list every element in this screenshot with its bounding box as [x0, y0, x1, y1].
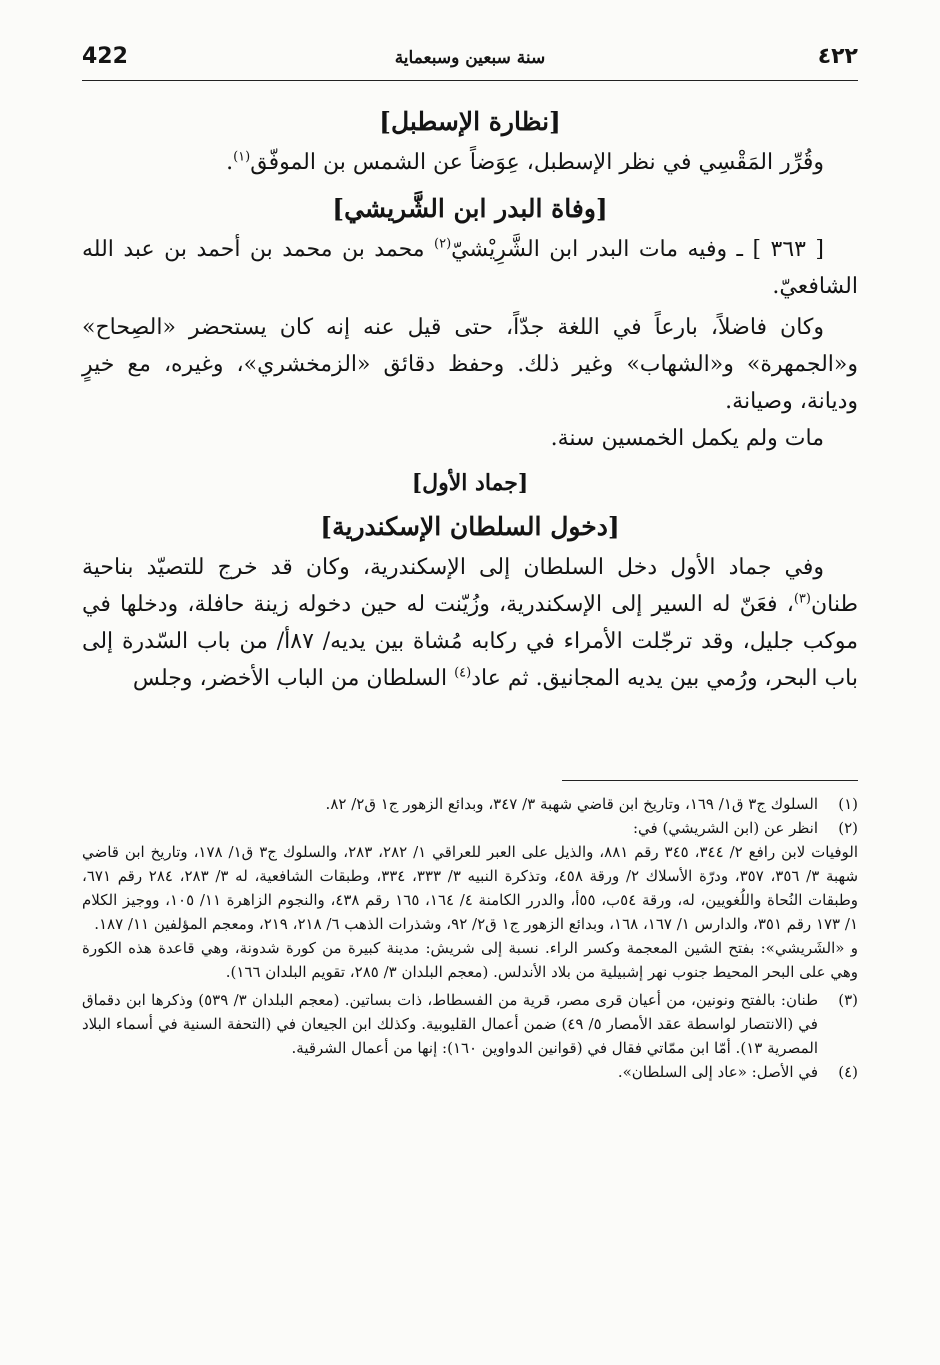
- paragraph-text: وفي جماد الأول دخل السلطان إلى الإسكندرية، وكان قد خرج للتصيّد بناحية طنان: [82, 555, 858, 617]
- footnote-number: (٤): [838, 1063, 858, 1081]
- footnote: [82, 792, 858, 816]
- main-text: [82, 100, 858, 697]
- footnote-continuation: و «الشَريشي»: بفتح الشين المعجمة وكسر الراء. نسبة إلى شريش: مدينة كبيرة من كورة شدونة، وهي قاعدة هذه الكورة وهي على البحر المحيط جنوب نهر إشبيلية من بلاد الأندلس. (معجم البلدان ٣/ ٢٨٥، تقويم البلدان ١٦٦).: [82, 939, 858, 981]
- footnote-ref: (٤): [454, 665, 472, 681]
- footnote-text: انظر عن (ابن الشريشي) في:: [632, 819, 818, 837]
- footnote-number: (٣): [838, 991, 858, 1009]
- footnote-text: طنان: بالفتح ونونين، من أعيان قرى مصر، قرية من الفسطاط، ذات بساتين. (معجم البلدان ٣/ ٥٣٩) وذكرها ابن دقماق في (الانتصار لواسطة عقد الأمصار ٥/ ٤٩) ضمن أعمال القليوبية. وكذلك ابن الجيعان في (التحفة السنية في أسماء البلاد المصرية ١٣). أمّا ابن ممّاتي فقال في (قوانين الدواوين ١٦٠): إنها من أعمال الشرقية.: [82, 991, 819, 1057]
- footnote-continuation: الوفيات لابن رافع ٢/ ٣٤٤، ٣٤٥ رقم ٨٨١، والذيل على العبر للعراقي ١/ ٢٨٢، ٢٨٣، والسلوك ج٣ ق١/ ١٧٨، وتاريخ ابن قاضي شهبة ٣/ ٣٥٦، ٣٥٧، ودرّة الأسلاك ٢/ ورقة ٤٥٨، وتذكرة النبيه ٣/ ٣٣٣، ٣٣٤، وطبقات الشافعية، له ٣/ ٢٨٣، ٢٨٤ رقم ٦٧١، وطبقات النُحاة واللُغويين، له، ورقة ٥٤ب، ٥٥أ، والدرر الكامنة ٤/ ١٦٤، ١٦٥ رقم ٤٣٨، والنجوم الزاهرة ١١/ ١٠٥، ووجيز الكلام ١/ ١٧٣ رقم ٣٥١، والدارس ١/ ١٦٧، ١٦٨، وبدائع الزهور ج١ ق٢/ ٩٢، وشذرات الذهب ٦/ ٢١٨، ٢١٩، ومعجم المؤلفين ١١/ ١٨٧.: [82, 843, 859, 933]
- footnote-rule: [562, 780, 858, 781]
- paragraph-alexandria: [82, 549, 858, 697]
- paragraph-scholar: وكان فاضلاً، بارعاً في اللغة جدّاً، حتى قيل عنه إنه كان يستحضر «الصِحاح» و«الجمهرة» و«الشهاب» وغير ذلك. وحفظ دقائق «الزمخشري»، وغيره، مع خيرٍ وديانة، وصيانة.: [82, 315, 858, 414]
- footnote-number: (١): [838, 795, 858, 813]
- paragraph-text: [ ٣٦٣ ] ـ وفيه مات البدر ابن الشَّرِيْشيّ: [451, 237, 825, 262]
- footnote: [82, 1060, 858, 1084]
- running-title: سنة سبعين وسبعماية: [394, 48, 546, 68]
- page-header: [82, 44, 858, 84]
- page-number-latin: 422: [82, 44, 128, 69]
- paragraph-text: ، فعَنّ له السير إلى الإسكندرية، وزُيّنت له حين دخوله زينة حافلة، ودخلها في موكب جليل، وقد ترجّلت الأمراء في ركابه مُشاة بين يديه/ ٨٧أ/ من باب السّدرة إلى باب البحر، ورُمي بين يديه المجانيق. ثم عاد: [82, 592, 858, 691]
- month-heading: [جماد الأول]: [411, 470, 529, 496]
- paragraph-text: وقُرِّر المَقْسِي في نظر الإسطبل، عِوَضاً عن الشمس بن الموفّق: [250, 150, 824, 175]
- footnote-number: (٢): [838, 819, 858, 837]
- paragraph-text: .: [226, 150, 234, 175]
- footnote-ref: (٣): [793, 591, 811, 607]
- paragraph-text: السلطان من الباب الأخضر، وجلس: [132, 666, 455, 691]
- footnote-ref: (١): [233, 149, 251, 165]
- paragraph-death: [82, 231, 858, 305]
- paragraph-stable: [82, 144, 858, 181]
- footnote-text: في الأصل: «عاد إلى السلطان».: [617, 1063, 818, 1081]
- footnote: [82, 988, 858, 1060]
- footnote-ref: (٢): [434, 236, 452, 252]
- footnote: [82, 816, 858, 840]
- section-heading-stable: [نظارة الإسطبل]: [379, 107, 561, 136]
- section-heading-death: [وفاة البدر ابن الشَّريشي]: [332, 194, 608, 223]
- section-heading-alexandria: [دخول السلطان الإسكندرية]: [320, 512, 620, 541]
- footnotes: [82, 792, 858, 1084]
- paragraph-text: محمد بن محمد بن أحمد بن عبد الله الشافعيّ.: [82, 237, 858, 299]
- footnote-text: السلوك ج٣ ق١/ ١٦٩، وتاريخ ابن قاضي شهبة ٣/ ٣٤٧، وبدائع الزهور ج١ ق٢/ ٨٢.: [325, 795, 818, 813]
- header-rule: [82, 80, 858, 81]
- page-number-arabic: ٤٢٢: [817, 44, 858, 69]
- paragraph-died: مات ولم يكمل الخمسين سنة.: [550, 426, 824, 451]
